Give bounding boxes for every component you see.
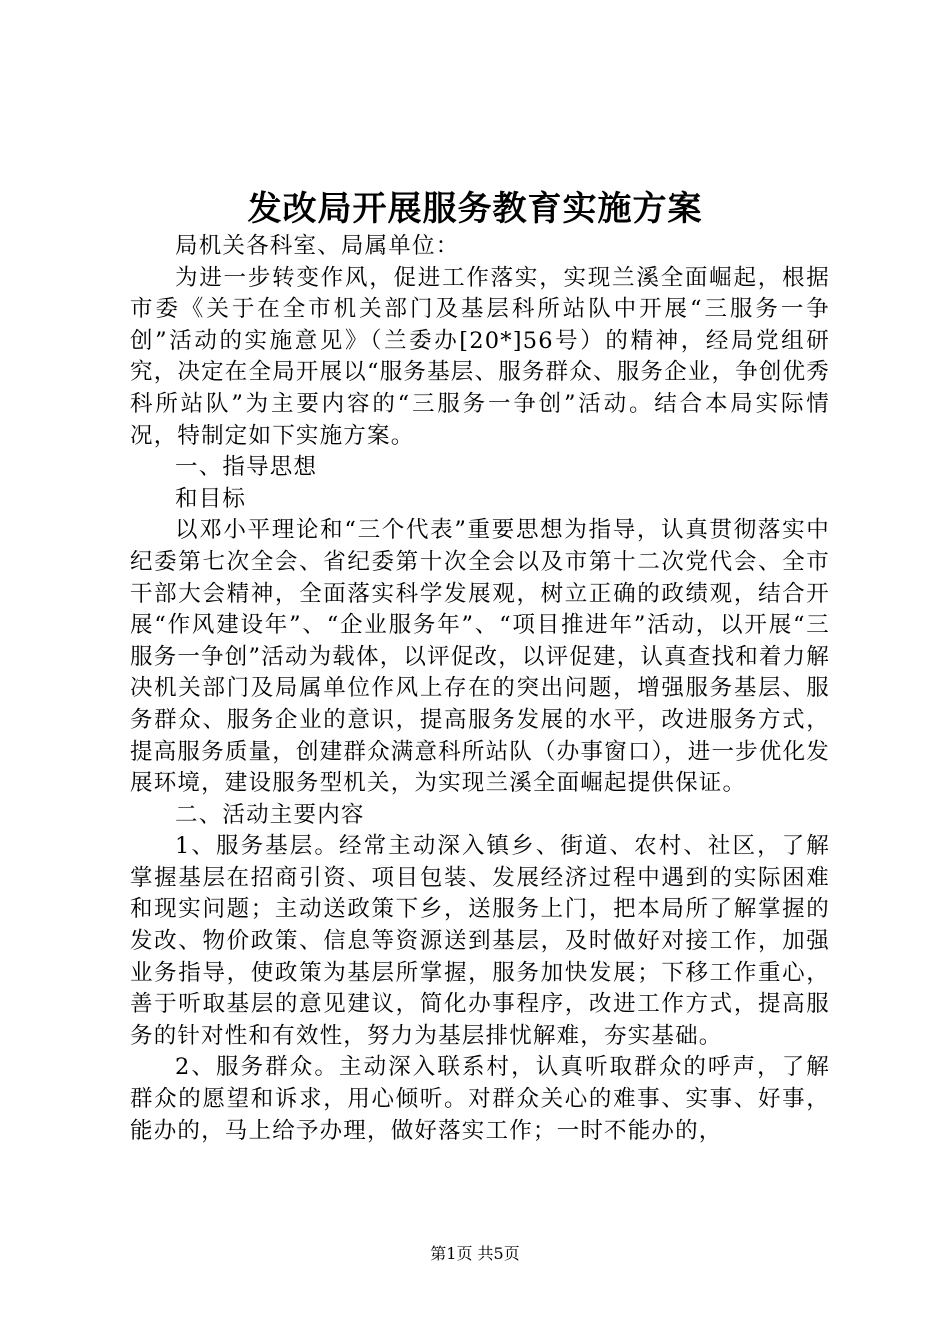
section-heading-main-content: 二、活动主要内容	[175, 801, 365, 828]
page-footer: 第1页 共5页	[430, 1244, 520, 1263]
salutation-paragraph: 局机关各科室、局属单位：	[175, 233, 460, 259]
document-body	[130, 231, 830, 1147]
serve-grassroots-paragraph: 1、服务基层。经常主动深入镇乡、街道、农村、社区，了解掌握基层在招商引资、项目包装、发展经济过程中遇到的实际困难和现实问题；主动送政策下乡，送服务上门，把本局所了解掌握的发改、物价政策、信息等资源送到基层，及时做好对接工作，加强业务指导，使政策为基层所掌握，服务加快发展；下移工作重心，善于听取基层的意见建议，简化办事程序，改进工作方式，提高服务的针对性和有效性，努力为基层排忧解难，夯实基础。	[130, 833, 830, 1049]
section-heading-guiding-thought: 一、指导思想	[175, 454, 318, 481]
intro-paragraph: 为进一步转变作风，促进工作落实，实现兰溪全面崛起，根据市委《关于在全市机关部门及基层科所站队中开展“三服务一争创”活动的实施意见》（兰委办[20*]56号）的精神，经局党组研究，决定在全局开展以“服务基层、服务群众、服务企业，争创优秀科所站队”为主要内容的“三服务一争创”活动。结合本局实际情况，特制定如下实施方案。	[130, 264, 831, 449]
guiding-thought-paragraph: 以邓小平理论和“三个代表”重要思想为指导，认真贯彻落实中纪委第七次全会、省纪委第十次全会以及市第十二次党代会、全市干部大会精神，全面落实科学发展观，树立正确的政绩观，结合开展“作风建设年”、“企业服务年”、“项目推进年”活动，以开展“三服务一争创”活动为载体，以评促改，以评促建，认真查找和着力解决机关部门及局属单位作风上存在的突出问题，增强服务基层、服务群众、服务企业的意识，提高服务发展的水平，改进服务方式，提高服务质量，创建群众满意科所站队（办事窗口），进一步优化发展环境，建设服务型机关，为实现兰溪全面崛起提供保证。	[130, 517, 831, 797]
serve-masses-paragraph: 2、服务群众。主动深入联系村，认真听取群众的呼声，了解群众的愿望和诉求，用心倾听。对群众关心的难事、实事、好事，能办的，马上给予办理，做好落实工作；一时不能办的，	[130, 1054, 830, 1144]
document-title: 发改局开展服务教育实施方案	[247, 189, 703, 229]
section-heading-objective: 和目标	[175, 485, 247, 512]
